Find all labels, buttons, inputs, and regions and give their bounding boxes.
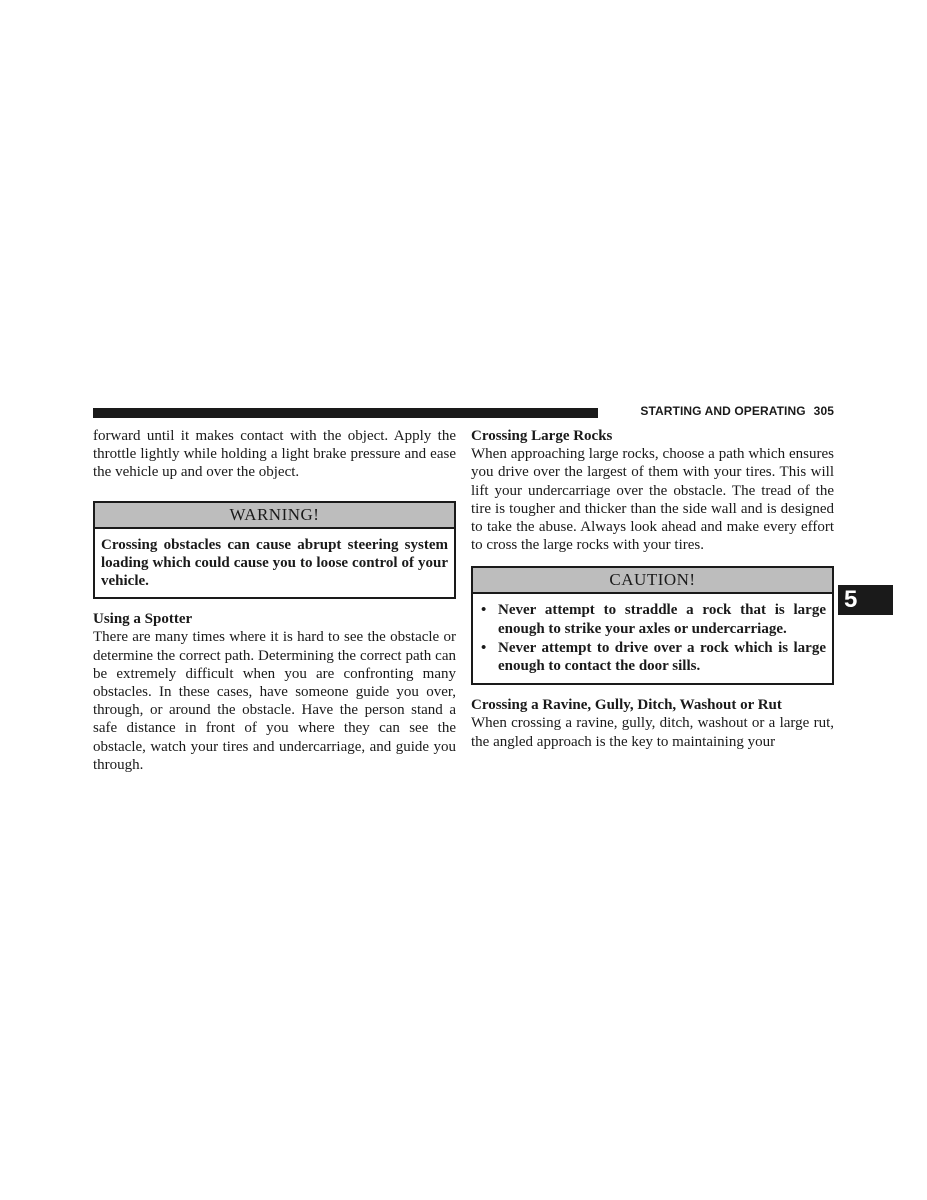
caution-list: [479, 601, 826, 675]
warning-title: WARNING!: [95, 503, 454, 529]
spotter-paragraph: There are many times where it is hard to see the obstacle or determine the correct path. Determining the correct path can be extremely difficult when you are confronting many obstacles. In these cases, have someone guide you over, through, or around the obstacle. Have the person stand a safe distance in front of you where they can see the obstacle, watch your tires and undercarriage, and guide you through.: [93, 629, 456, 773]
warning-body: [95, 529, 454, 598]
left-column: [93, 427, 456, 774]
rocks-heading: Crossing Large Rocks: [471, 428, 613, 444]
ravine-paragraph: When crossing a ravine, gully, ditch, washout or a large rut, the angled approach is the key to maintaining your: [471, 715, 834, 750]
caution-title: CAUTION!: [473, 568, 832, 594]
warning-box: [93, 501, 456, 600]
caution-item-text: Never attempt to drive over a rock which is large enough to contact the door sills.: [498, 639, 826, 675]
caution-item: [479, 639, 826, 675]
chapter-tab: 5: [838, 585, 893, 615]
header-rule: [93, 408, 598, 418]
running-header: [608, 404, 834, 418]
caution-body: [473, 594, 832, 683]
right-column: [471, 427, 834, 751]
page-number: 305: [813, 404, 834, 418]
section-title: STARTING AND OPERATING: [640, 404, 806, 418]
bullet-icon: •: [481, 602, 487, 619]
spotter-heading: Using a Spotter: [93, 611, 193, 628]
caution-box: [471, 566, 834, 685]
caution-item: [479, 601, 826, 637]
warning-text: Crossing obstacles can cause abrupt steering system loading which could cause you to loose control of your vehicle.: [101, 536, 448, 590]
bullet-icon: •: [481, 639, 487, 656]
intro-paragraph: forward until it makes contact with the object. Apply the throttle lightly while holding a light brake pressure and ease the vehicle up and over the object.: [93, 428, 456, 481]
rocks-paragraph: When approaching large rocks, choose a path which ensures you drive over the largest of them with your tires. This will lift your undercarriage over the obstacle. The tread of the tire is tougher and thicker than the side wall and is designed to take the abuse. Always look ahead and make every effort to cross the large rocks with your tires.: [471, 446, 834, 554]
caution-item-text: Never attempt to straddle a rock that is large enough to strike your axles or undercarriage.: [498, 602, 826, 637]
ravine-heading: Crossing a Ravine, Gully, Ditch, Washout or Rut: [471, 697, 782, 714]
